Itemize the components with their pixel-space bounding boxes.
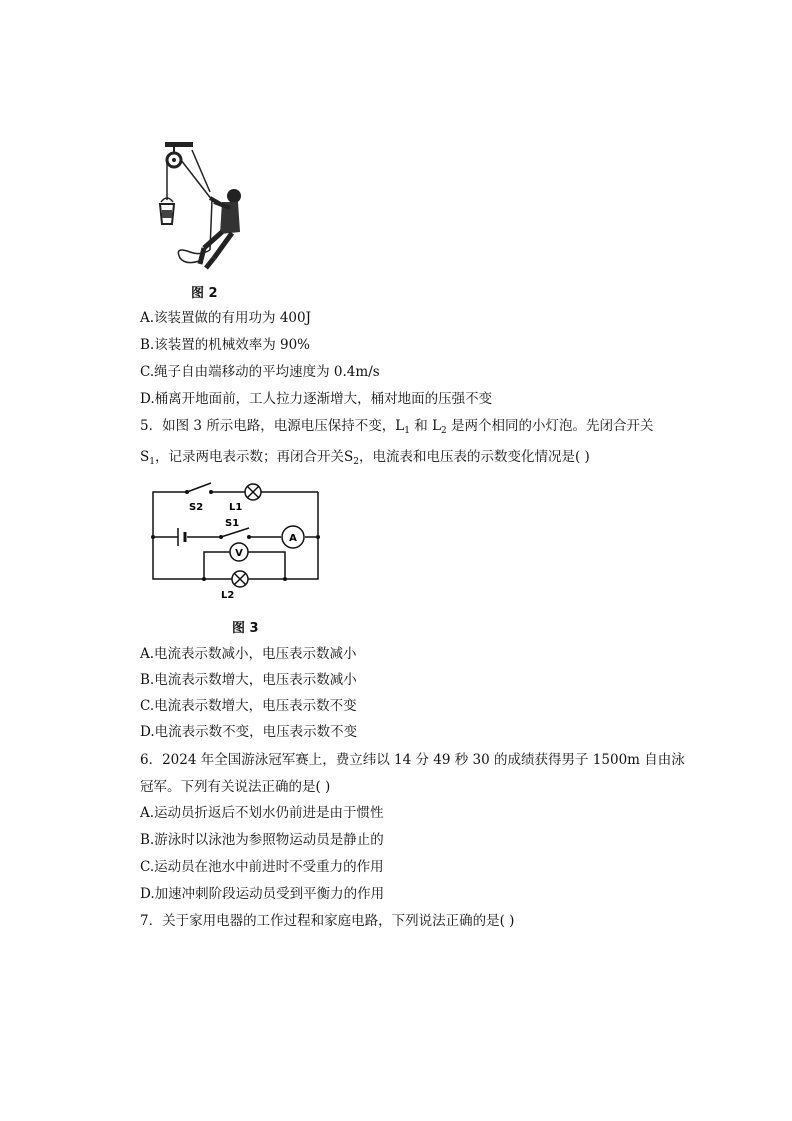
figure-3-caption: 图 3 bbox=[232, 621, 259, 636]
q7-stem-line-1: 7．关于家用电器的工作过程和家庭电路，下列说法正确的是( ) bbox=[140, 913, 515, 929]
figure-2-caption: 图 2 bbox=[191, 286, 218, 301]
figure-2-pulley-illustration bbox=[150, 140, 250, 275]
q6-option-d: D.加速冲刺阶段运动员受到平衡力的作用 bbox=[140, 886, 385, 902]
q5-option-d: D.电流表示数不变，电压表示数不变 bbox=[140, 724, 358, 740]
q4-option-a: A.该装置做的有用功为 400J bbox=[140, 310, 312, 326]
lamp-l1-label: L1 bbox=[229, 502, 243, 513]
q6-stem-line-1: 6．2024 年全国游泳冠军赛上，费立纬以 14 分 49 秒 30 的成绩获得男子 1500m 自由泳 bbox=[140, 752, 685, 768]
q5-stem-line-2: $S_1$，记录两电表示数；再闭合开关$S_2$，电流表和电压表的示数变化情况是( ) bbox=[140, 449, 590, 467]
q4-option-c: C.绳子自由端移动的平均速度为 0.4m/s bbox=[140, 364, 380, 380]
q6-option-a: A.运动员折返后不划水仍前进是由于惯性 bbox=[140, 805, 384, 821]
figure-3-circuit-diagram bbox=[145, 482, 330, 607]
q5-option-a: A.电流表示数减小，电压表示数减小 bbox=[140, 646, 357, 662]
ammeter-label: A bbox=[289, 533, 297, 544]
voltmeter-label: V bbox=[235, 548, 243, 559]
q6-option-c: C.运动员在池水中前进时不受重力的作用 bbox=[140, 859, 384, 875]
q4-option-b: B.该装置的机械效率为 90% bbox=[140, 337, 311, 353]
q5-option-c: C.电流表示数增大，电压表示数不变 bbox=[140, 698, 357, 714]
lamp-l2-label: L2 bbox=[221, 590, 235, 601]
switch-s2-label: S2 bbox=[189, 502, 204, 513]
q6-stem-line-2: 冠军。下列有关说法正确的是( ) bbox=[140, 779, 331, 795]
q5-stem-line-1: 5．如图 3 所示电路，电源电压保持不变，$L_1$ 和 $L_2$ 是两个相同的小灯泡。先闭合开关 bbox=[140, 418, 654, 436]
switch-s1-label: S1 bbox=[225, 518, 240, 529]
q4-option-d: D.桶离开地面前，工人拉力逐渐增大，桶对地面的压强不变 bbox=[140, 391, 493, 407]
q5-option-b: B.电流表示数增大，电压表示数减小 bbox=[140, 672, 357, 688]
q6-option-b: B.游泳时以泳池为参照物运动员是静止的 bbox=[140, 832, 384, 848]
